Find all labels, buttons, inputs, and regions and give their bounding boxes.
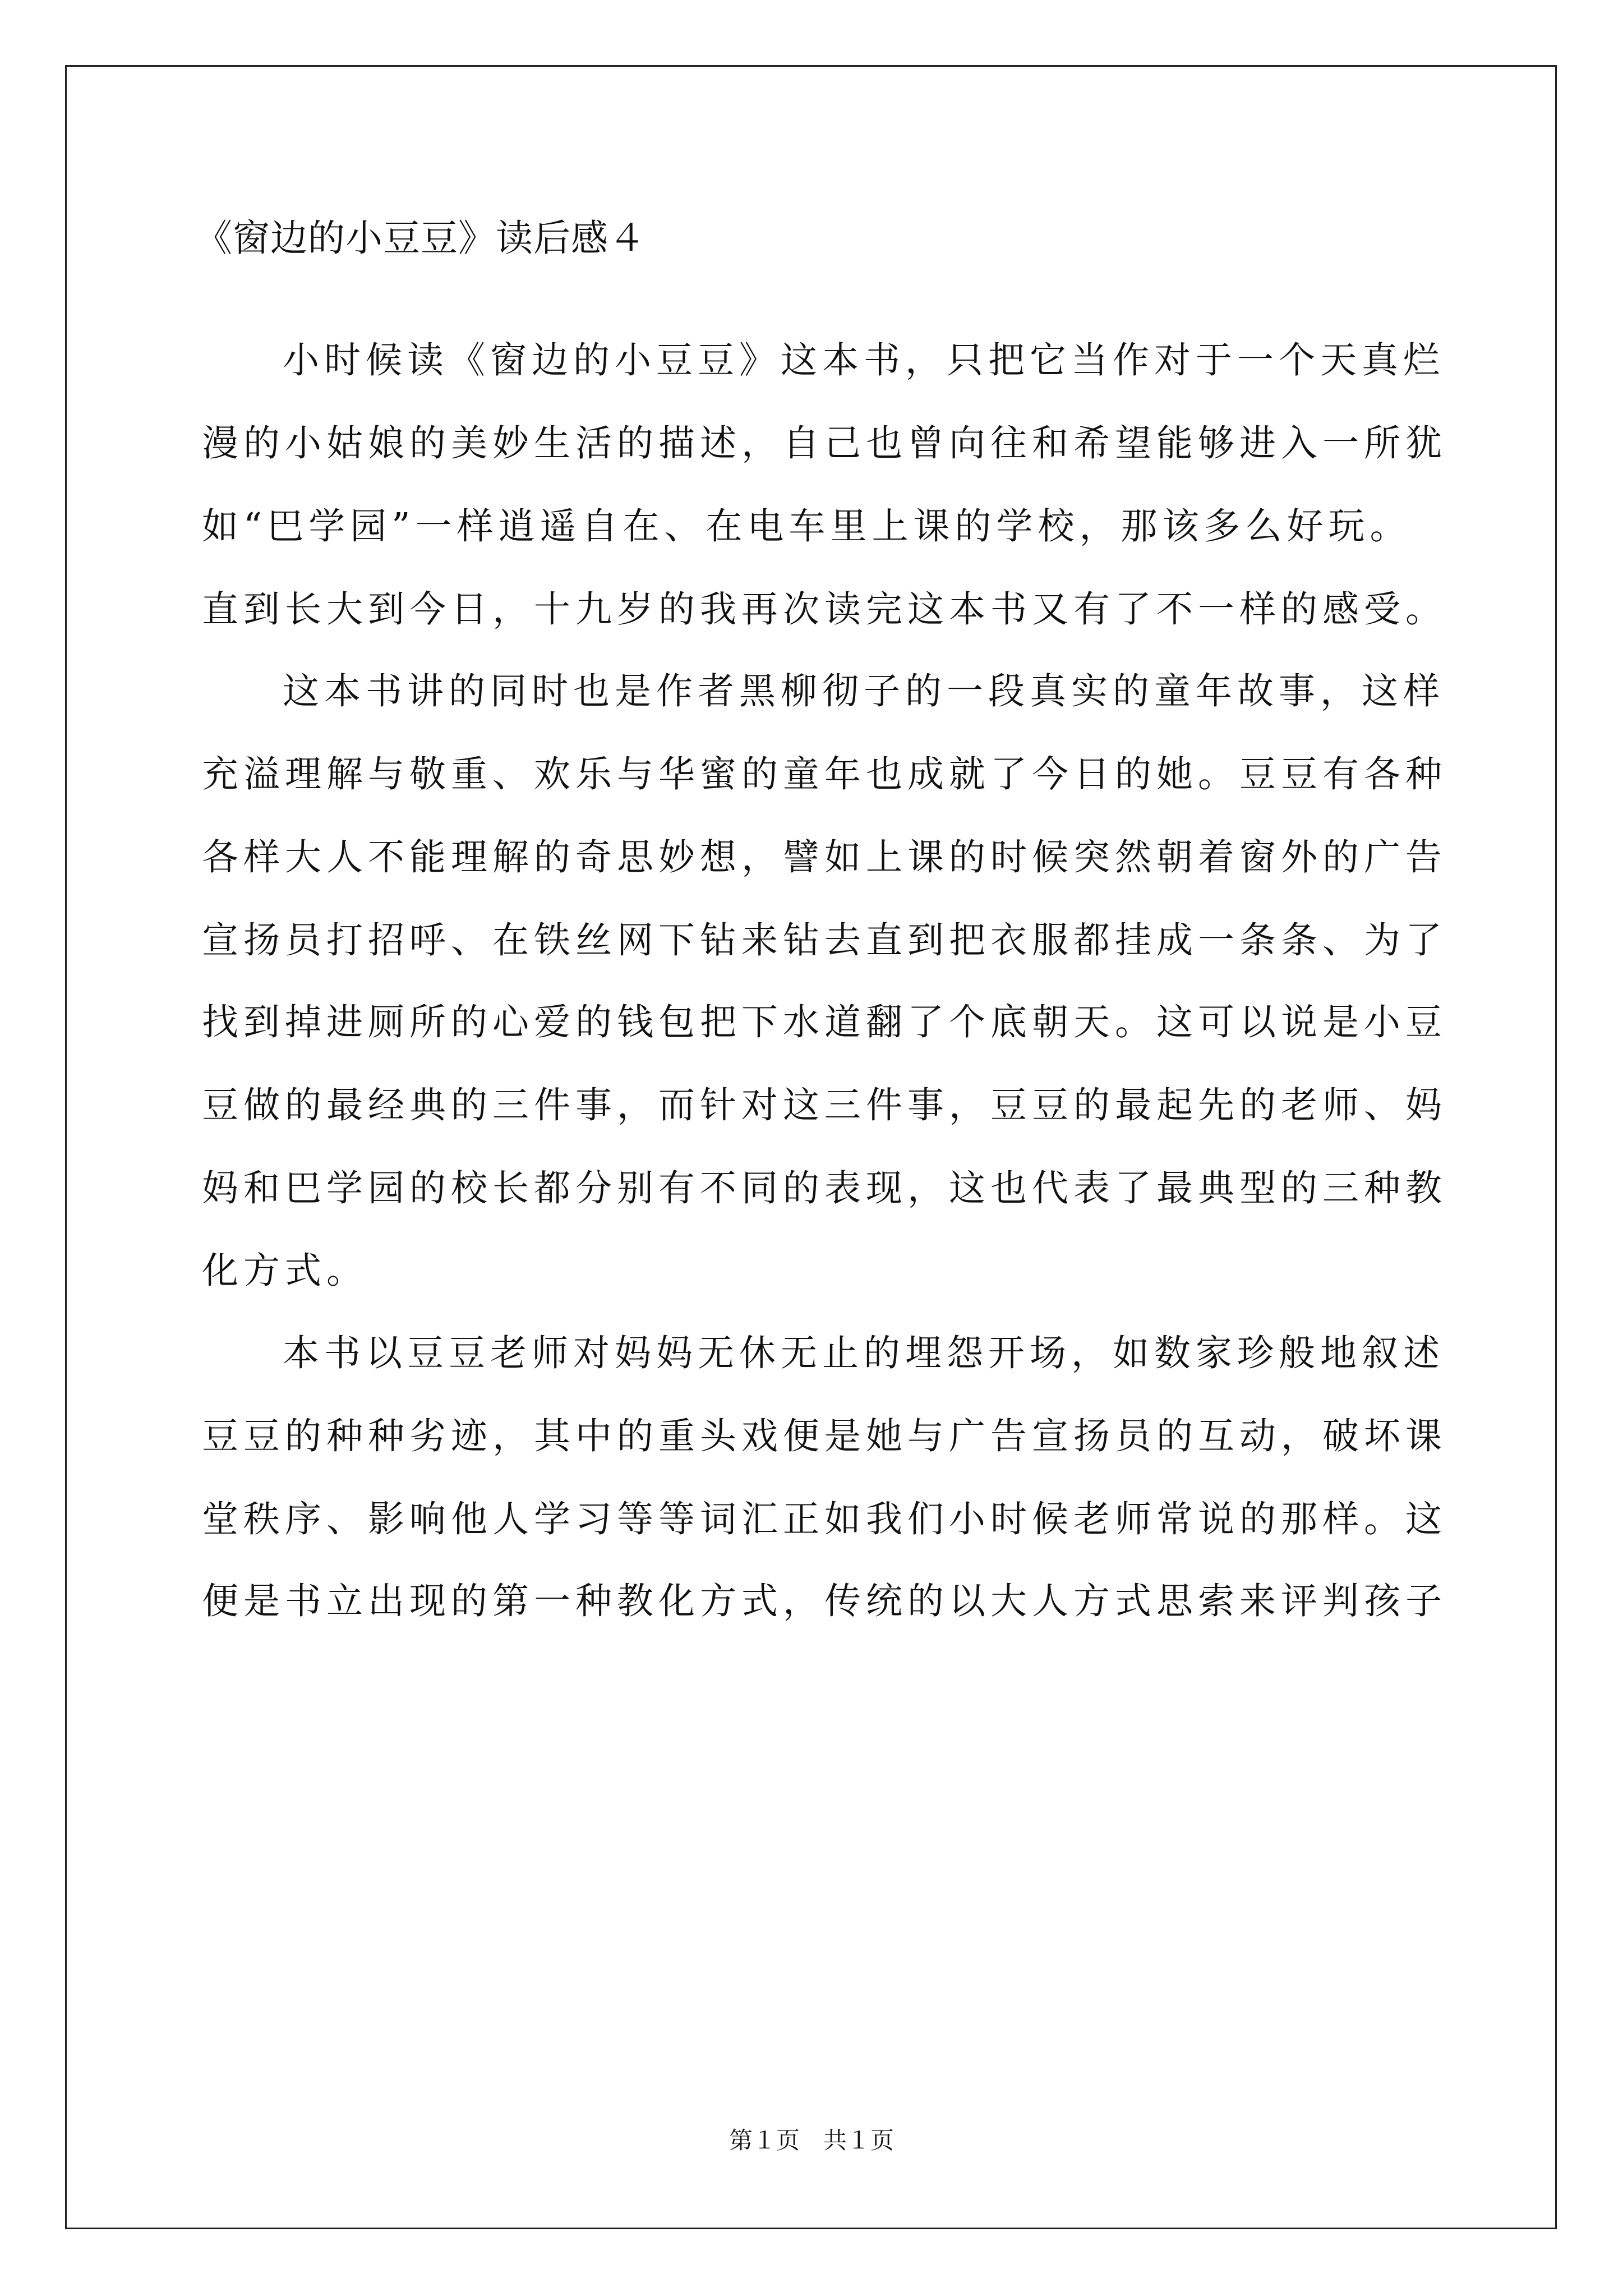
- document-title: 《窗边的小豆豆》读后感４: [195, 217, 646, 260]
- page-footer: 第１页 共１页: [728, 2127, 894, 2154]
- paragraph-3-line-4: 便是书立出现的第一种教化方式，传统的以大人方式思索来评判孩子: [202, 1580, 1447, 1622]
- paragraph-3-line-2: 豆豆的种种劣迹，其中的重头戏便是她与广告宣扬员的互动，破坏课: [202, 1415, 1447, 1457]
- paragraph-3-line-3: 堂秩序、影响他人学习等等词汇正如我们小时候老师常说的那样。这: [202, 1498, 1447, 1540]
- paragraph-1-line-1: 小时候读《窗边的小豆豆》这本书，只把它当作对于一个天真烂: [283, 339, 1445, 381]
- paragraph-3-line-1: 本书以豆豆老师对妈妈无休无止的埋怨开场，如数家珍般地叙述: [283, 1332, 1445, 1374]
- paragraph-2-line-3: 各样大人不能理解的奇思妙想，譬如上课的时候突然朝着窗外的广告: [202, 836, 1447, 878]
- paragraph-2-line-2: 充溢理解与敬重、欢乐与华蜜的童年也成就了今日的她。豆豆有各种: [202, 753, 1447, 795]
- paragraph-2-line-1: 这本书讲的同时也是作者黑柳彻子的一段真实的童年故事，这样: [283, 670, 1445, 712]
- paragraph-1-line-3: 如“巴学园”一样逍遥自在、在电车里上课的学校，那该多么好玩。: [202, 505, 1412, 547]
- paragraph-2-line-4: 宣扬员打招呼、在铁丝网下钻来钻去直到把衣服都挂成一条条、为了: [202, 919, 1447, 961]
- paragraph-2-line-5: 找到掉进厕所的心爱的钱包把下水道翻了个底朝天。这可以说是小豆: [202, 1001, 1447, 1043]
- paragraph-1-line-2: 漫的小姑娘的美妙生活的描述，自己也曾向往和希望能够进入一所犹: [202, 422, 1447, 464]
- page-border: [65, 65, 1557, 2229]
- paragraph-1-line-4: 直到长大到今日，十九岁的我再次读完这本书又有了不一样的感受。: [202, 588, 1447, 631]
- paragraph-2-line-8: 化方式。: [202, 1250, 368, 1292]
- paragraph-2-line-6: 豆做的最经典的三件事，而针对这三件事，豆豆的最起先的老师、妈: [202, 1084, 1447, 1126]
- paragraph-2-line-7: 妈和巴学园的校长都分别有不同的表现，这也代表了最典型的三种教: [202, 1167, 1447, 1209]
